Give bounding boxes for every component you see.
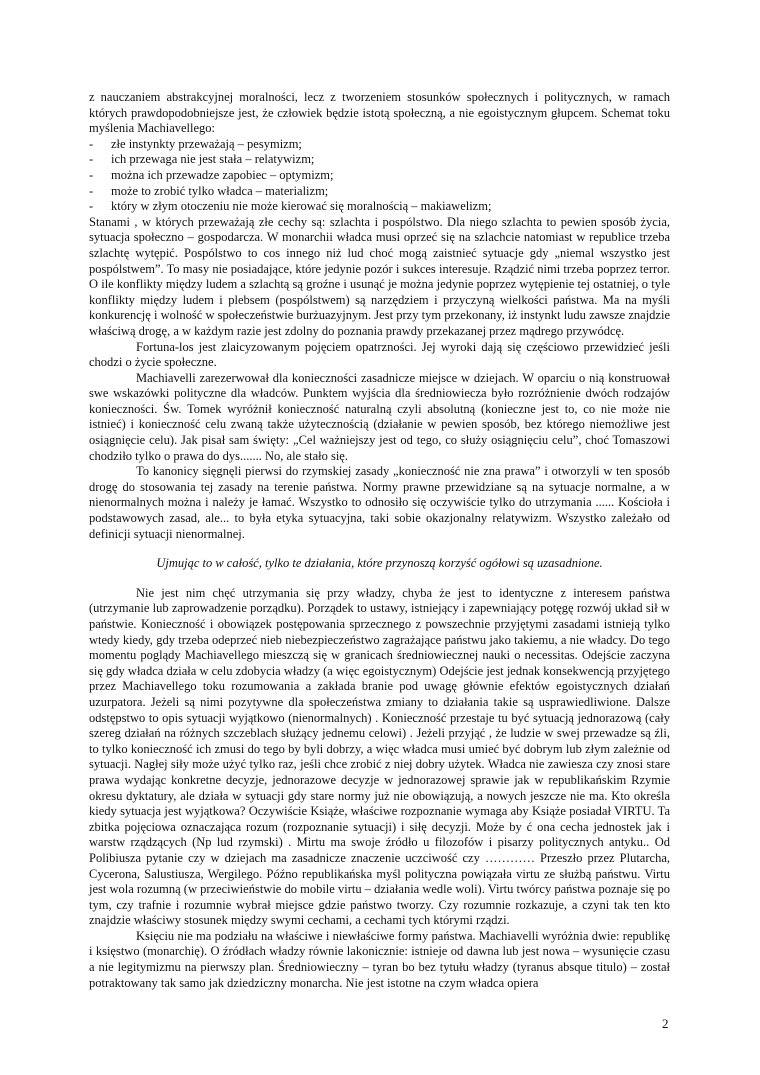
list-item [89,184,670,200]
list-dash: - [89,183,94,198]
paragraph-intro: z nauczaniem abstrakcyjnej moralności, lecz z tworzeniem stosunków społecznych i politycznych, w ramach których prawdopodobniejsze jest, że człowiek będzie istotą społeczną, a nie egoistycznym głupcem. Schemat toku myślenia Machiavellego: [89,90,670,136]
list-dash: - [89,136,94,151]
list-dash: - [89,167,94,182]
paragraph-fortuna: Fortuna-los jest zlaicyzowanym pojęciem opatrzności. Jej wyroki dają się częściowo przewidzieć jeśli chodzi o życie społeczne. [89,339,670,370]
paragraph-formy-panstwa: Księciu nie ma podziału na właściwe i niewłaściwe formy państwa. Machiavelli wyróżnia dwie: republikę i księstwo (monarchię). O źródłach władzy równie lakonicznie: istnieje od dawna lub jest nowa – wysunięcie czasu a nie legitymizmu na pierwszy plan. Średniowieczny – tyran bo bez tytułu władzy (tyranus absque titulo) – został potraktowany tak samo jak dziedziczny monarcha. Nie jest istotne na czym władca opiera [89,928,670,990]
list-item-text: ich przewaga nie jest stała – relatywizm; [111,152,315,167]
page-number: 2 [662,1016,669,1031]
list-dash: - [89,199,94,214]
list-item [89,199,670,215]
paragraph-kanonicy: To kanonicy sięgnęli pierwsi do rzymskiej zasady „konieczność nie zna prawa” i otworzyli w ten sposób drogę do stosowania tej zasady na terenie państwa. Normy prawne przewidziane są na sytuacje normalne, a w nienormalnych można i należy je łamać. Wszystko to odnosiło się oczywiście tylko do utrzymania ...... Kościoła i podstawowych zasad, ale... to była etyka sytuacyjna, taki sobie okazjonalny relatywizm. Wszystko zależało od definicji sytuacji nienormalnej. [89,464,670,541]
list-item-text: złe instynkty przeważają – pesymizm; [111,136,302,151]
document-body [89,90,670,991]
list-dash: - [89,152,94,167]
list-item [89,168,670,184]
paragraph-stany: Stanami , w których przeważają złe cechy są: szlachta i pospólstwo. Dla niego szlachta to pewien sposób życia, sytuacja społeczno – gospodarcza. W monarchii władca musi oprzeć się na szlachcie natomiast w republice trzeba szlachtę wytępić. Pospólstwo to cos innego niż lud choć mogą zaistnieć sytuacje gdy „niemal wszystko jest pospólstwem”. To masy nie posiadające, które jedynie pozór i sukces interesuje. Rządzić nimi trzeba poprzez terror. O ile konflikty między ludem a szlachtą są groźne i usunąć je można jedynie poprzez wytępienie tej ostatniej, o tyle konflikty między ludem i plebsem (pospólstwem) są narzędziem i przyczyną wielkości państwa. Ma na myśli konkurencję i wolność w społeczeństwie burżuazyjnym. Jest przy tym przekonany, iż instynkt ludu zawsze znajdzie właściwą drogę, a w każdym razie jest zdolny do poznania prawdy przekazanej przez mądrego przywódcę. [89,214,670,338]
list-item [89,137,670,153]
list-item-text: można ich przewadze zapobiec – optymizm; [111,167,334,182]
paragraph-koniecznosc: Machiavelli zarezerwował dla konieczności zasadnicze miejsce w dziejach. W oparciu o nią konstruował swe wskazówki polityczne dla władców. Punktem wyjścia dla średniowiecza było rozróżnienie dwóch rodzajów konieczności. Św. Tomek wyróżnił konieczność naturalną czyli absolutną (konieczne jest to, co nie może nie istnieć) i konieczność celu zwaną także użytecznością (działanie w pewien sposób, bez którego niemożliwe jest osiągnięcie celu). Jak pisał sam święty: „Cel ważniejszy jest od tego, co służy osiągnięciu celu”, choć Tomaszowi chodziło tylko o prawa do dys....... No, ale stało się. [89,370,670,463]
list-item-text: może to zrobić tylko władca – materializm; [111,183,329,198]
paragraph-virtu: Nie jest nim chęć utrzymania się przy władzy, chyba że jest to identyczne z interesem państwa (utrzymanie lub zaprowadzenie porządku). Porządek to ustawy, istniejący i zapewniający potęgę rozwój układ sił w państwie. Konieczność i obowiązek postępowania sprzecznego z powszechnie przyjętymi zasadami istnieją tylko wtedy kiedy, gdy trzeba odeprzeć nieb niebezpieczeństwo zagrażające państwu jako takiemu, a nie władcy. Do tego momentu poglądy Machiavellego mieszczą się w granicach średniowiecznej nauki o necessitas. Odejście zaczyna się gdy władca działa w celu zdobycia władzy (a więc egoistycznym) Odejście jest jednak konsekwencją przyjętego przez Machiavellego toku rozumowania a zakłada branie pod uwagę głównie efektów egoistycznych działań uzurpatora. Jeżeli są nimi pozytywne dla społeczeństwa zmiany to działania takie są usprawiedliwione. Dalsze odstępstwo to opis sytuacji wyjątkowo (nienormalnych) . Konieczność przestaje tu być sytuacją jednorazową (cały szereg działań na różnych szczeblach służący jednemu celowi) . Jeżeli przyjąć , że ludzie w swej przewadze są źli, to tylko konieczność ich zmusi do tego by byli dobrzy, a więc władca musi umieć być dobrym lub złym zależnie od sytuacji. Nagłej siły może użyć tylko raz, jeśli chce zrobić z niej dobry użytek. Władca nie zawiesza czy znosi stare prawa wydając konkretne decyzje, jednorazowe decyzje w jednorazowej sprawie jak w republikańskim Rzymie okresu dyktatury, ale działa w sytuacji gdy stare normy już nie obowiązują, a nowych jeszcze nie ma. Kto określa kiedy sytuacja jest wyjątkowa? Oczywiście Książe, właściwe rozpoznanie wymaga aby Książe posiadał VIRTU. Ta zbitka pojęciowa oznaczająca rozum (rozpoznanie sytuacji) i siłę decyzji. Może by ć ona cecha jednostek jak i warstw rządzących (Np lud rzymski) . Mirtu ma swoje źródło u filozofów i pisarzy politycznych antyku.. Od Polibiusza pytanie czy w dziejach ma zasadnicze znaczenie uczciwość czy ………… Przeszło przez Plutarcha, Cycerona, Salustiusza, Wergilego. Późno republikańska myśl polityczna powiązała virtu ze służbą państwu. Virtu jest wola rozumną (w przeciwieństwie do mobile virtu – działania wedle woli). Virtu twórcy państwa poznaje się po tym, czy trafnie i rozumnie wybrał miejsce gdzie państwo tworzy. Czy rozumnie rozkazuje, a czyni tak ten kto znajdzie właściwy stosunek między swymi cechami, a cechami tych którymi rządzi. [89,585,670,928]
list-item [89,152,670,168]
schema-list [89,137,670,215]
list-item-text: który w złym otoczeniu nie może kierować się moralnością – makiawelizm; [111,199,492,214]
italic-quote: Ujmując to w całość, tylko te działania, które przynoszą korzyść ogółowi są uzasadnione. [156,556,603,571]
